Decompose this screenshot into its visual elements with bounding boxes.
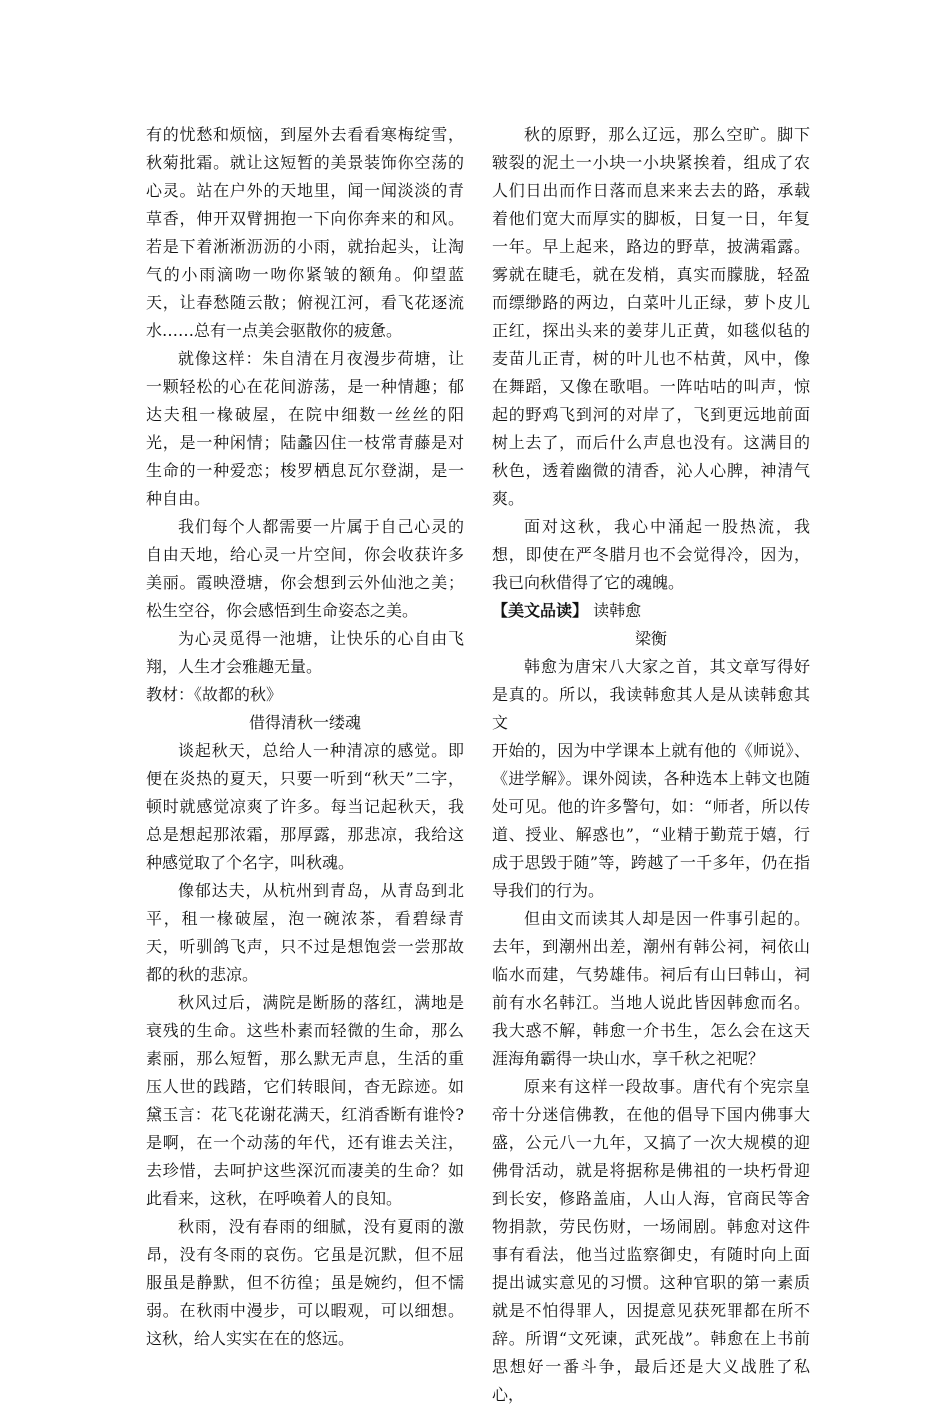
paragraph: 开始的，因为中学课本上就有他的《师说》、《进学解》。课外阅读，各种选本上韩文也随处可见。他的许多警句，如：“师者，所以传道、授业、解惑也”，“业精于勤荒于嬉，行成于思毁于随”等，跨越了一千多年，仍在指导我们的行为。 [492, 741, 810, 900]
material-label: 教材：《故都的秋》 [146, 685, 283, 704]
paragraph: 有的忧愁和烦恼，到屋外去看看寒梅绽雪，秋菊批霜。就让这短暂的美景装饰你空荡的心灵。站在户外的天地里，闻一闻淡淡的青草香，伸开双臂拥抱一下向你奔来的和风。若是下着淅淅沥沥的小雨，就抬起头，让淘气的小雨滴吻一吻你紧皱的额角。仰望蓝天，让春愁随云散；俯视江河，看飞花逐流水……总有一点美会驱散你的疲惫。 [146, 125, 464, 340]
author-name: 梁衡 [634, 629, 667, 648]
paragraph: 韩愈为唐宋八大家之首，其文章写得好是真的。所以，我读韩愈其人是从读韩愈其文 [492, 657, 810, 732]
paragraph: 面对这秋，我心中涌起一股热流，我想，即使在严冬腊月也不会觉得冷，因为，我已向秋借得了它的魂魄。 [492, 517, 810, 592]
paragraph: 秋雨，没有春雨的细腻，没有夏雨的激昂，没有冬雨的哀伤。它虽是沉默，但不屈服虽是静默，但不彷徨；虽是婉约，但不懦弱。在秋雨中漫步，可以暇观，可以细想。这秋，给人实实在在的悠远。 [146, 1217, 464, 1348]
paragraph: 像郁达夫，从杭州到青岛，从青岛到北平，租一椽破屋，泡一碗浓茶，看碧绿青天，听驯鸽飞声，只不过是想饱尝一尝那故都的秋的悲凉。 [146, 881, 464, 984]
paragraph: 秋的原野，那么辽远，那么空旷。脚下皲裂的泥土一小块一小块紧挨着，组成了农人们日出而作日落而息来来去去的路，承载着他们宽大而厚实的脚板，日复一日，年复一年。早上起来，路边的野草，披满霜露。雾就在睫毛，就在发梢，真实而朦胧，轻盈而缥缈路的两边，白菜叶儿正绿，萝卜皮儿正红，探出头来的姜芽儿正黄，如毯似毡的麦苗儿正青，树的叶儿也不枯黄，风中，像在舞蹈，又像在歌唱。一阵咕咕的叫声，惊起的野鸡飞到河的对岸了，飞到更远地前面树上去了，而后什么声息也没有。这满目的秋色，透着幽微的清香，沁人心脾，神清气爽。 [492, 125, 810, 508]
paragraph: 原来有这样一段故事。唐代有个宪宗皇帝十分迷信佛教，在他的倡导下国内佛事大盛，公元八一九年，又搞了一次大规模的迎佛骨活动，就是将据称是佛祖的一块朽骨迎到长安，修路盖庙，人山人海，官商民等舍物捐款，劳民伤财，一场闹剧。韩愈对这件事有看法，他当过监察御史，有随时向上面提出诚实意见的习惯。这种官职的第一素质就是不怕得罪人，因提意见获死罪都在所不辞。所谓“文死谏，武死战”。韩愈在上书前思想好一番斗争，最后还是大义战胜了私心， [492, 1077, 810, 1404]
essay-title: 借得清秋一缕魂 [248, 713, 361, 732]
section-heading [492, 597, 810, 625]
left-column [146, 121, 464, 1353]
section-title: 读韩愈 [593, 601, 642, 620]
paragraph: 为心灵觅得一池塘，让快乐的心自由飞翔，人生才会雅趣无量。 [146, 629, 464, 676]
paragraph: 但由文而读其人却是因一件事引起的。去年，到潮州出差，潮州有韩公祠，祠依山临水而建，气势雄伟。祠后有山曰韩山，祠前有水名韩江。当地人说此皆因韩愈而名。我大惑不解，韩愈一介书生，怎么会在这天涯海角霸得一块山水，享千秋之祀呢？ [492, 909, 810, 1068]
paragraph: 秋风过后，满院是断肠的落红，满地是衰残的生命。这些朴素而轻微的生命，那么素丽，那么短暂，那么默无声息，生活的重压人世的践踏，它们转眼间，杳无踪迹。如黛玉言：花飞花谢花满天，红消香断有谁怜?是啊，在一个动荡的年代，还有谁去关注，去珍惜，去呵护这些深沉而凄美的生命？如此看来，这秋，在呼唤着人的良知。 [146, 993, 464, 1208]
paragraph: 就像这样：朱自清在月夜漫步荷塘，让一颗轻松的心在花间游荡，是一种情趣；郁达夫租一椽破屋，在院中细数一丝丝的阳光，是一种闲情；陆蠡囚住一枝常青藤是对生命的一种爱恋；梭罗栖息瓦尔登湖，是一种自由。 [146, 349, 464, 508]
right-column [492, 121, 810, 1409]
paragraph: 我们每个人都需要一片属于自己心灵的自由天地，给心灵一片空间，你会收获许多美丽。霞映澄塘，你会想到云外仙池之美；松生空谷，你会感悟到生命姿态之美。 [146, 517, 464, 620]
section-label: 【美文品读】 [492, 601, 589, 620]
paragraph: 谈起秋天，总给人一种清凉的感觉。即便在炎热的夏天，只要一听到“秋天”二字，顿时就感觉凉爽了许多。每当记起秋天，我总是想起那浓霜，那厚露，那悲凉，我给这种感觉取了个名字，叫秋魂。 [146, 741, 464, 872]
